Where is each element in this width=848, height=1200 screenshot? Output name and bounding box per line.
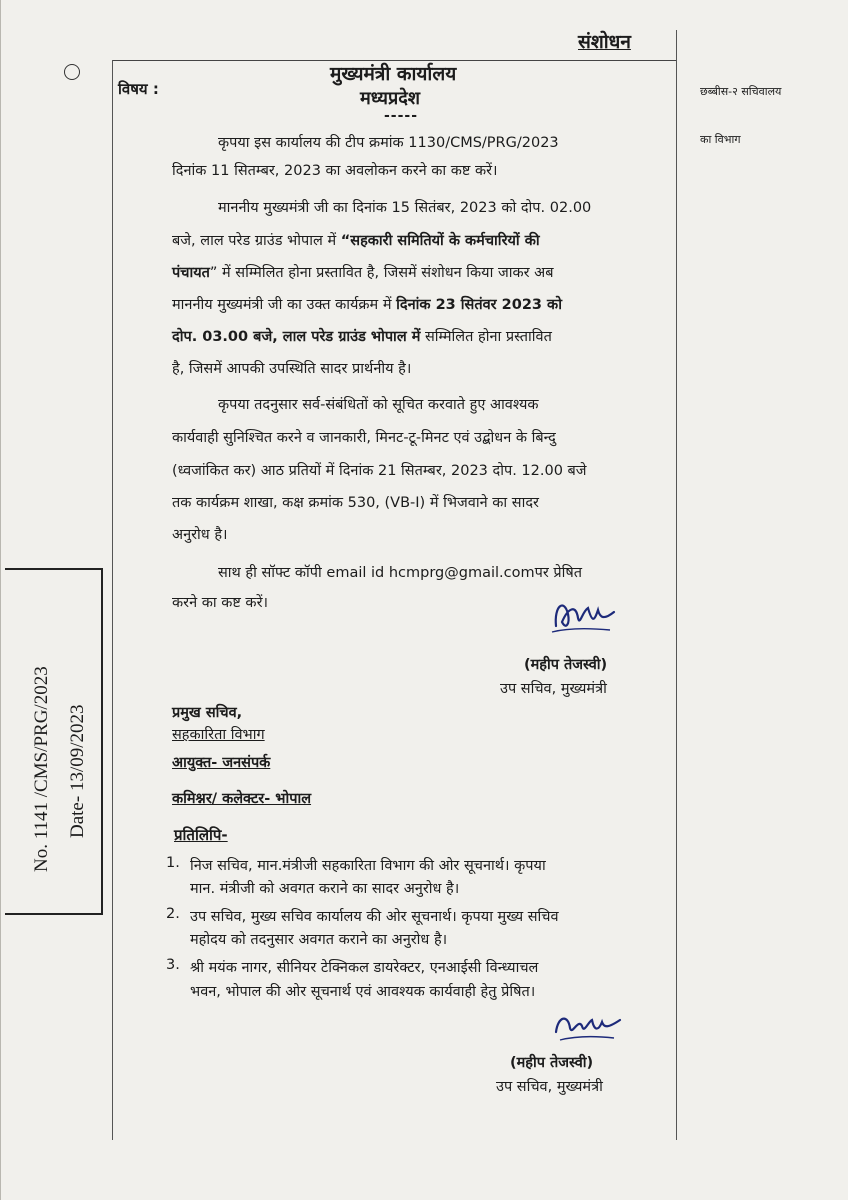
copy-item-line: श्री मयंक नागर, सीनियर टेक्निकल डायरेक्टर, एनआईसी विन्ध्याचल: [190, 960, 539, 976]
header-separator: -----: [384, 108, 419, 124]
para2-line6: है, जिसमें आपकी उपस्थिति सादर प्रार्थनीय है।: [172, 361, 412, 377]
para2-line1: माननीय मुख्यमंत्री जी का दिनांक 15 सितंबर, 2023 को दोप. 02.00: [218, 200, 592, 216]
handwritten-signature-2: [550, 1004, 624, 1046]
dispatch-number: No. 1141 /CMS/PRG/2023: [31, 666, 52, 872]
right-margin-rule: [676, 30, 677, 1140]
copy-item-line: महोदय को तदनुसार अवगत कराने का अनुरोध है।: [190, 932, 448, 948]
dispatch-date: Date- 13/09/2023: [67, 704, 88, 838]
para3-line3: (ध्वजांकित कर) आठ प्रतियों में दिनांक 21 सितम्बर, 2023 दोप. 12.00 बजे: [172, 463, 587, 479]
office-state: मध्यप्रदेश: [360, 88, 421, 109]
recipient-1: प्रमुख सचिव,: [172, 705, 243, 721]
margin-note-department-2: का विभाग: [700, 133, 741, 146]
punch-hole-icon: [64, 64, 80, 80]
para1-line1: कृपया इस कार्यालय की टीप क्रमांक 1130/CMS/PRG/2023: [218, 135, 559, 151]
para3-line2: कार्यवाही सुनिश्चित करने व जानकारी, मिनट-टू-मिनट एवं उद्बोधन के बिन्दु: [172, 430, 556, 446]
recipient-2: सहकारिता विभाग: [172, 727, 265, 743]
para3-line1: कृपया तदनुसार सर्व-संबंधितों को सूचित करवाते हुए आवश्यक: [218, 397, 539, 413]
copy-item-number: 2.: [166, 906, 180, 922]
page-edge: [0, 0, 1, 1200]
copy-item-line: निज सचिव, मान.मंत्रीजी सहकारिता विभाग की ओर सूचनार्थ। कृपया: [190, 858, 546, 874]
subject-label: विषय :: [118, 80, 159, 98]
signatory-designation-1: उप सचिव, मुख्यमंत्री: [500, 681, 607, 697]
left-margin-rule: [112, 60, 113, 1140]
para2-line4: माननीय मुख्यमंत्री जी का उक्त कार्यक्रम में दिनांक 23 सितंवर 2023 को: [172, 297, 562, 313]
para2-line3: पंचायत” में सम्मिलित होना प्रस्तावित है, जिसमें संशोधन किया जाकर अब: [172, 265, 554, 281]
para2-line5: दोप. 03.00 बजे, लाल परेड ग्राउंड भोपाल में सम्मिलित होना प्रस्तावित: [172, 329, 552, 345]
copy-item-number: 3.: [166, 957, 180, 973]
signatory-designation-2: उप सचिव, मुख्यमंत्री: [496, 1079, 603, 1095]
para2-line2: बजे, लाल परेड ग्राउंड भोपाल में “सहकारी समितियों के कर्मचारियों की: [172, 233, 540, 249]
copy-item-line: भवन, भोपाल की ओर सूचनार्थ एवं आवश्यक कार्यवाही हेतु प्रेषित।: [190, 984, 536, 1000]
copy-item-line: मान. मंत्रीजी को अवगत कराने का सादर अनुरोध है।: [190, 881, 460, 897]
para3-line5: अनुरोध है।: [172, 527, 228, 543]
para1-line2: दिनांक 11 सितम्बर, 2023 का अवलोकन करने का कष्ट करें।: [172, 163, 498, 179]
para3-line4: तक कार्यक्रम शाखा, कक्ष क्रमांक 530, (VB-I) में भिजवाने का सादर: [172, 495, 539, 511]
recipient-4: कमिश्नर/ कलेक्टर- भोपाल: [172, 791, 312, 807]
margin-note-department: छब्बीस-२ सचिवालय: [700, 85, 782, 98]
para4-line1: साथ ही सॉफ्ट कॉपी email id hcmprg@gmail.comपर प्रेषित: [218, 565, 583, 581]
para4-line2: करने का कष्ट करें।: [172, 595, 268, 611]
copy-item-line: उप सचिव, मुख्य सचिव कार्यालय की ओर सूचनार्थ। कृपया मुख्य सचिव: [190, 909, 559, 925]
dispatch-stamp: [5, 568, 103, 915]
office-name: मुख्यमंत्री कार्यालय: [330, 63, 457, 85]
signatory-name-1: (महीप तेजस्वी): [524, 657, 608, 673]
copy-item-number: 1.: [166, 855, 180, 871]
signatory-name-2: (महीप तेजस्वी): [510, 1055, 594, 1071]
handwritten-signature-1: [548, 592, 620, 638]
copy-to-label: प्रतिलिपि-: [174, 826, 228, 844]
recipient-3: आयुक्त- जनसंपर्क: [172, 755, 271, 771]
amendment-heading: संशोधन: [578, 31, 631, 53]
